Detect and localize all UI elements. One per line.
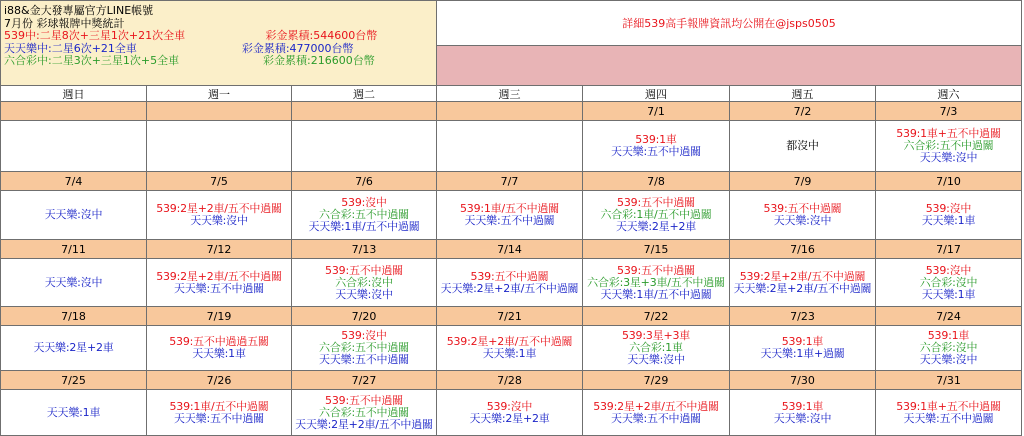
date-cell: 7/8 — [583, 172, 730, 191]
date-cell: 7/18 — [0, 307, 147, 326]
result-cell — [730, 121, 876, 172]
result-line: 天天樂:沒中 — [44, 275, 103, 289]
result-cell — [583, 390, 730, 436]
result-line: 六合彩:五不中過關 — [319, 208, 409, 221]
summary-line-title: i88&金大發專屬官方LINE帳號 — [4, 4, 154, 17]
date-cell: 7/5 — [147, 172, 292, 191]
result-line: 六合彩:五不中過關 — [903, 139, 994, 152]
result-line: 天天樂:1車 — [921, 214, 976, 227]
date-cell: 7/24 — [876, 307, 1022, 326]
result-line: 天天樂:五不中過關 — [174, 411, 264, 425]
result-line: 539:五不中過過五關 — [169, 335, 269, 348]
result-line: 六合彩:沒中 — [335, 275, 393, 289]
result-cell — [583, 326, 730, 371]
weekday-header: 週二 — [292, 86, 437, 102]
result-cell — [292, 326, 437, 371]
result-cell — [876, 259, 1022, 307]
result-line: 539:五不中過關 — [470, 269, 549, 283]
result-cell — [147, 390, 292, 436]
result-line: 天天樂:2星+2車/五不中過關 — [440, 281, 579, 295]
info-banner: 詳細539高手報牌資訊均公開在@jsps0505 — [437, 0, 1022, 46]
result-cell — [147, 259, 292, 307]
date-cell: 7/4 — [0, 172, 147, 191]
weekday-header: 週日 — [0, 86, 147, 102]
date-cell: 7/10 — [876, 172, 1022, 191]
result-line: 539:沒中 — [925, 263, 972, 277]
result-line: 539:3星+3車 — [621, 329, 691, 342]
date-cell: 7/17 — [876, 240, 1022, 259]
weekday-header: 週一 — [147, 86, 292, 102]
result-line: 天天樂:五不中過關 — [319, 353, 409, 366]
result-line: 539:沒中 — [341, 196, 387, 209]
result-cell — [0, 390, 147, 436]
result-cell — [147, 121, 292, 172]
date-cell: 7/19 — [147, 307, 292, 326]
date-cell: 7/7 — [437, 172, 583, 191]
result-line: 天天樂:1車/五不中過關 — [308, 220, 420, 233]
result-line: 539:1車/五不中過關 — [459, 202, 559, 215]
result-cell — [0, 326, 147, 371]
summary-line-539: 539中:二星8次+三星1次+21次全車 彩金累積:544600台幣 — [4, 29, 378, 42]
summary-line-liuhecai: 六合彩中:二星3次+三星1次+5全車 彩金累積:216600台幣 — [4, 54, 375, 67]
result-line: 天天樂:沒中 — [773, 411, 832, 425]
date-cell: 7/6 — [292, 172, 437, 191]
result-cell — [876, 121, 1022, 172]
result-line: 天天樂:1車 — [482, 347, 537, 360]
result-cell — [437, 259, 583, 307]
summary-line-subtitle: 7月份 彩球報牌中獎統計 — [4, 16, 125, 30]
date-cell: 7/25 — [0, 371, 147, 390]
date-cell — [437, 102, 583, 121]
result-line: 六合彩:沒中 — [919, 275, 978, 289]
result-line: 539:五不中過關 — [763, 202, 842, 215]
result-line: 539:沒中 — [486, 399, 533, 413]
weekday-header: 週四 — [583, 86, 730, 102]
date-cell: 7/26 — [147, 371, 292, 390]
date-cell: 7/23 — [730, 307, 876, 326]
result-cell — [0, 121, 147, 172]
result-line: 539:五不中過關 — [617, 263, 695, 277]
result-cell — [147, 191, 292, 240]
date-cell: 7/29 — [583, 371, 730, 390]
result-line: 天天樂:沒中 — [335, 287, 393, 301]
result-line: 六合彩:1車 — [629, 341, 683, 354]
date-cell — [147, 102, 292, 121]
result-cell — [147, 326, 292, 371]
result-cell — [292, 390, 437, 436]
date-cell — [0, 102, 147, 121]
result-line: 六合彩:1車/五不中過關 — [600, 208, 712, 221]
date-cell: 7/21 — [437, 307, 583, 326]
weekday-header: 週六 — [876, 86, 1022, 102]
result-line: 天天樂:2星+2車 — [33, 341, 114, 354]
result-line: 天天樂:五不中過關 — [611, 145, 701, 158]
result-cell — [292, 191, 437, 240]
result-cell — [876, 191, 1022, 240]
result-line: 539:1車 — [927, 329, 970, 342]
date-cell: 7/11 — [0, 240, 147, 259]
result-line: 天天樂:1車 — [46, 405, 101, 419]
result-line: 天天樂:2星+2車/五不中過關 — [295, 417, 433, 431]
date-cell: 7/16 — [730, 240, 876, 259]
date-cell: 7/13 — [292, 240, 437, 259]
date-cell: 7/14 — [437, 240, 583, 259]
result-cell — [437, 390, 583, 436]
result-line: 539:2星+2車/五不中過關 — [156, 202, 282, 215]
result-line: 539:2星+2車/五不中過關 — [739, 269, 866, 283]
result-cell — [0, 259, 147, 307]
result-line: 539:2星+2車/五不中過關 — [156, 269, 282, 283]
result-cell — [876, 390, 1022, 436]
result-cell — [730, 191, 876, 240]
result-cell — [730, 390, 876, 436]
result-line: 天天樂:2星+2車 — [615, 220, 697, 233]
result-line: 天天樂:2星+2車/五不中過關 — [733, 281, 872, 295]
date-cell: 7/20 — [292, 307, 437, 326]
date-cell: 7/31 — [876, 371, 1022, 390]
result-line: 天天樂:沒中 — [627, 353, 685, 366]
weekday-header: 週五 — [730, 86, 876, 102]
result-cell — [730, 259, 876, 307]
result-line: 都沒中 — [786, 139, 819, 152]
result-line: 天天樂:1車 — [192, 347, 246, 360]
result-line: 天天樂:1車/五不中過關 — [600, 287, 712, 301]
result-line: 539:沒中 — [925, 202, 972, 215]
result-line: 天天樂:五不中過關 — [611, 411, 701, 425]
result-line: 539:五不中過關 — [325, 263, 403, 277]
result-line: 539:1車/五不中過關 — [169, 399, 269, 413]
result-line: 天天樂:五不中過關 — [903, 411, 994, 425]
result-line: 天天樂:2星+2車 — [469, 411, 550, 425]
result-cell — [0, 191, 147, 240]
result-line: 六合彩:3星+3車/五不中過關 — [587, 275, 725, 289]
result-line: 539:1車+五不中過關 — [896, 127, 1001, 140]
result-line: 539:1車 — [635, 133, 677, 146]
result-cell — [292, 121, 437, 172]
summary-header — [0, 0, 437, 86]
result-cell — [437, 326, 583, 371]
result-line: 六合彩:五不中過關 — [319, 341, 409, 354]
result-line: 天天樂:沒中 — [44, 208, 103, 221]
result-line: 天天樂:沒中 — [190, 214, 248, 227]
result-line: 天天樂:1車+過關 — [760, 347, 845, 360]
summary-line-tiantianle: 天天樂中:二星6次+21全車 彩金累積:477000台幣 — [4, 41, 354, 55]
date-cell: 7/3 — [876, 102, 1022, 121]
result-cell — [583, 259, 730, 307]
result-line: 539:1車+五不中過關 — [896, 399, 1001, 413]
result-line: 天天樂:五不中過關 — [464, 214, 555, 227]
date-cell: 7/1 — [583, 102, 730, 121]
result-line: 天天樂:1車 — [921, 287, 976, 301]
date-cell: 7/2 — [730, 102, 876, 121]
result-cell — [583, 191, 730, 240]
result-cell — [730, 326, 876, 371]
date-cell: 7/15 — [583, 240, 730, 259]
result-line: 539:2星+2車/五不中過關 — [593, 399, 719, 413]
date-cell: 7/9 — [730, 172, 876, 191]
weekday-header: 週三 — [437, 86, 583, 102]
result-line: 539:1車 — [781, 399, 824, 413]
date-cell: 7/28 — [437, 371, 583, 390]
result-line: 539:1車 — [781, 335, 824, 348]
date-cell: 7/22 — [583, 307, 730, 326]
result-line: 六合彩:五不中過關 — [319, 405, 409, 419]
result-line: 539:五不中過關 — [325, 393, 403, 407]
date-cell: 7/12 — [147, 240, 292, 259]
date-cell: 7/27 — [292, 371, 437, 390]
result-cell — [292, 259, 437, 307]
result-line: 天天樂:五不中過關 — [174, 281, 264, 295]
result-line: 六合彩:沒中 — [919, 341, 978, 354]
result-cell — [437, 191, 583, 240]
info-banner-band — [437, 46, 1022, 86]
result-cell — [876, 326, 1022, 371]
result-line: 天天樂:沒中 — [919, 151, 978, 164]
result-cell — [583, 121, 730, 172]
result-line: 539:2星+2車/五不中過關 — [446, 335, 573, 348]
result-line: 天天樂:沒中 — [919, 353, 978, 366]
result-line: 539:沒中 — [341, 329, 387, 342]
result-line: 天天樂:沒中 — [773, 214, 832, 227]
result-cell — [437, 121, 583, 172]
date-cell: 7/30 — [730, 371, 876, 390]
date-cell — [292, 102, 437, 121]
result-line: 539:五不中過關 — [617, 196, 695, 209]
